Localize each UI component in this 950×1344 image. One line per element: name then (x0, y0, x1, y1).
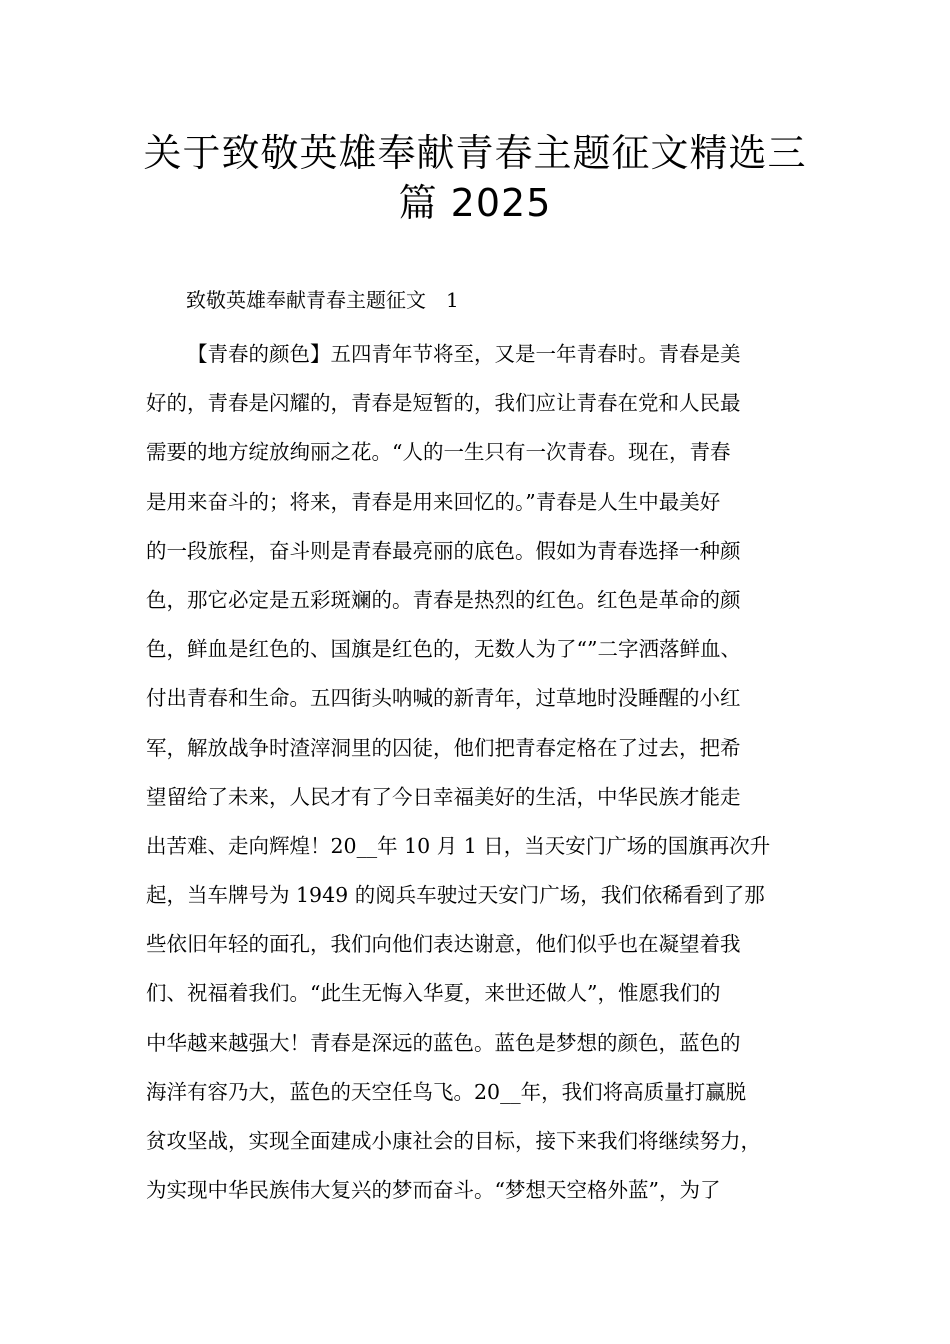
text-line: 起，当车牌号为 1949 的阅兵车驶过天安门广场，我们依稀看到了那 (146, 883, 765, 908)
text-line: 【青春的颜色】五四青年节将至，又是一年青春时。青春是美 (187, 342, 741, 366)
text-line: 需要的地方绽放绚丽之花。“人的一生只有一次青春。现在，青春 (146, 440, 731, 465)
text-line: 好的，青春是闪耀的，青春是短暂的，我们应让青春在党和人民最 (146, 391, 741, 416)
text-line: 军，解放战争时渣滓洞里的囚徒，他们把青春定格在了过去，把希 (146, 735, 741, 760)
text-line: 付出青春和生命。五四街头呐喊的新青年，过草地时没睡醒的小红 (146, 686, 741, 711)
text-line: 为实现中华民族伟大复兴的梦而奋斗。“梦想天空格外蓝”，为了 (146, 1178, 721, 1203)
text-line: 出苦难、走向辉煌！20__年 10 月 1 日，当天安门广场的国旗再次升 (146, 833, 771, 858)
body-paragraph (146, 330, 826, 1215)
text-line: 的一段旅程，奋斗则是青春最亮丽的底色。假如为青春选择一种颜 (146, 538, 741, 563)
text-line: 贫攻坚战，实现全面建成小康社会的目标，接下来我们将继续努力， (146, 1129, 761, 1153)
document-title (100, 128, 850, 228)
title-line-2: 篇 2025 (398, 181, 552, 225)
text-line: 色，那它必定是五彩斑斓的。青春是热烈的红色。红色是革命的颜 (146, 587, 741, 612)
text-line: 是用来奋斗的；将来，青春是用来回忆的。”青春是人生中最美好 (146, 489, 721, 514)
text-line: 中华越来越强大！青春是深远的蓝色。蓝色是梦想的颜色，蓝色的 (146, 1030, 741, 1055)
title-line-1: 关于致敬英雄奉献青春主题征文精选三 (143, 131, 807, 175)
text-line: 海洋有容乃大，蓝色的天空任鸟飞。20__年，我们将高质量打赢脱 (146, 1079, 747, 1104)
text-line: 些依旧年轻的面孔，我们向他们表达谢意，他们似乎也在凝望着我 (146, 932, 741, 957)
section-heading: 致敬英雄奉献青春主题征文 1 (186, 288, 459, 312)
text-line: 色，鲜血是红色的、国旗是红色的，无数人为了“”二字洒落鲜血、 (146, 637, 741, 662)
text-line: 们、祝福着我们。“此生无悔入华夏，来世还做人”，惟愿我们的 (146, 981, 721, 1006)
text-line: 望留给了未来，人民才有了今日幸福美好的生活，中华民族才能走 (146, 784, 741, 809)
